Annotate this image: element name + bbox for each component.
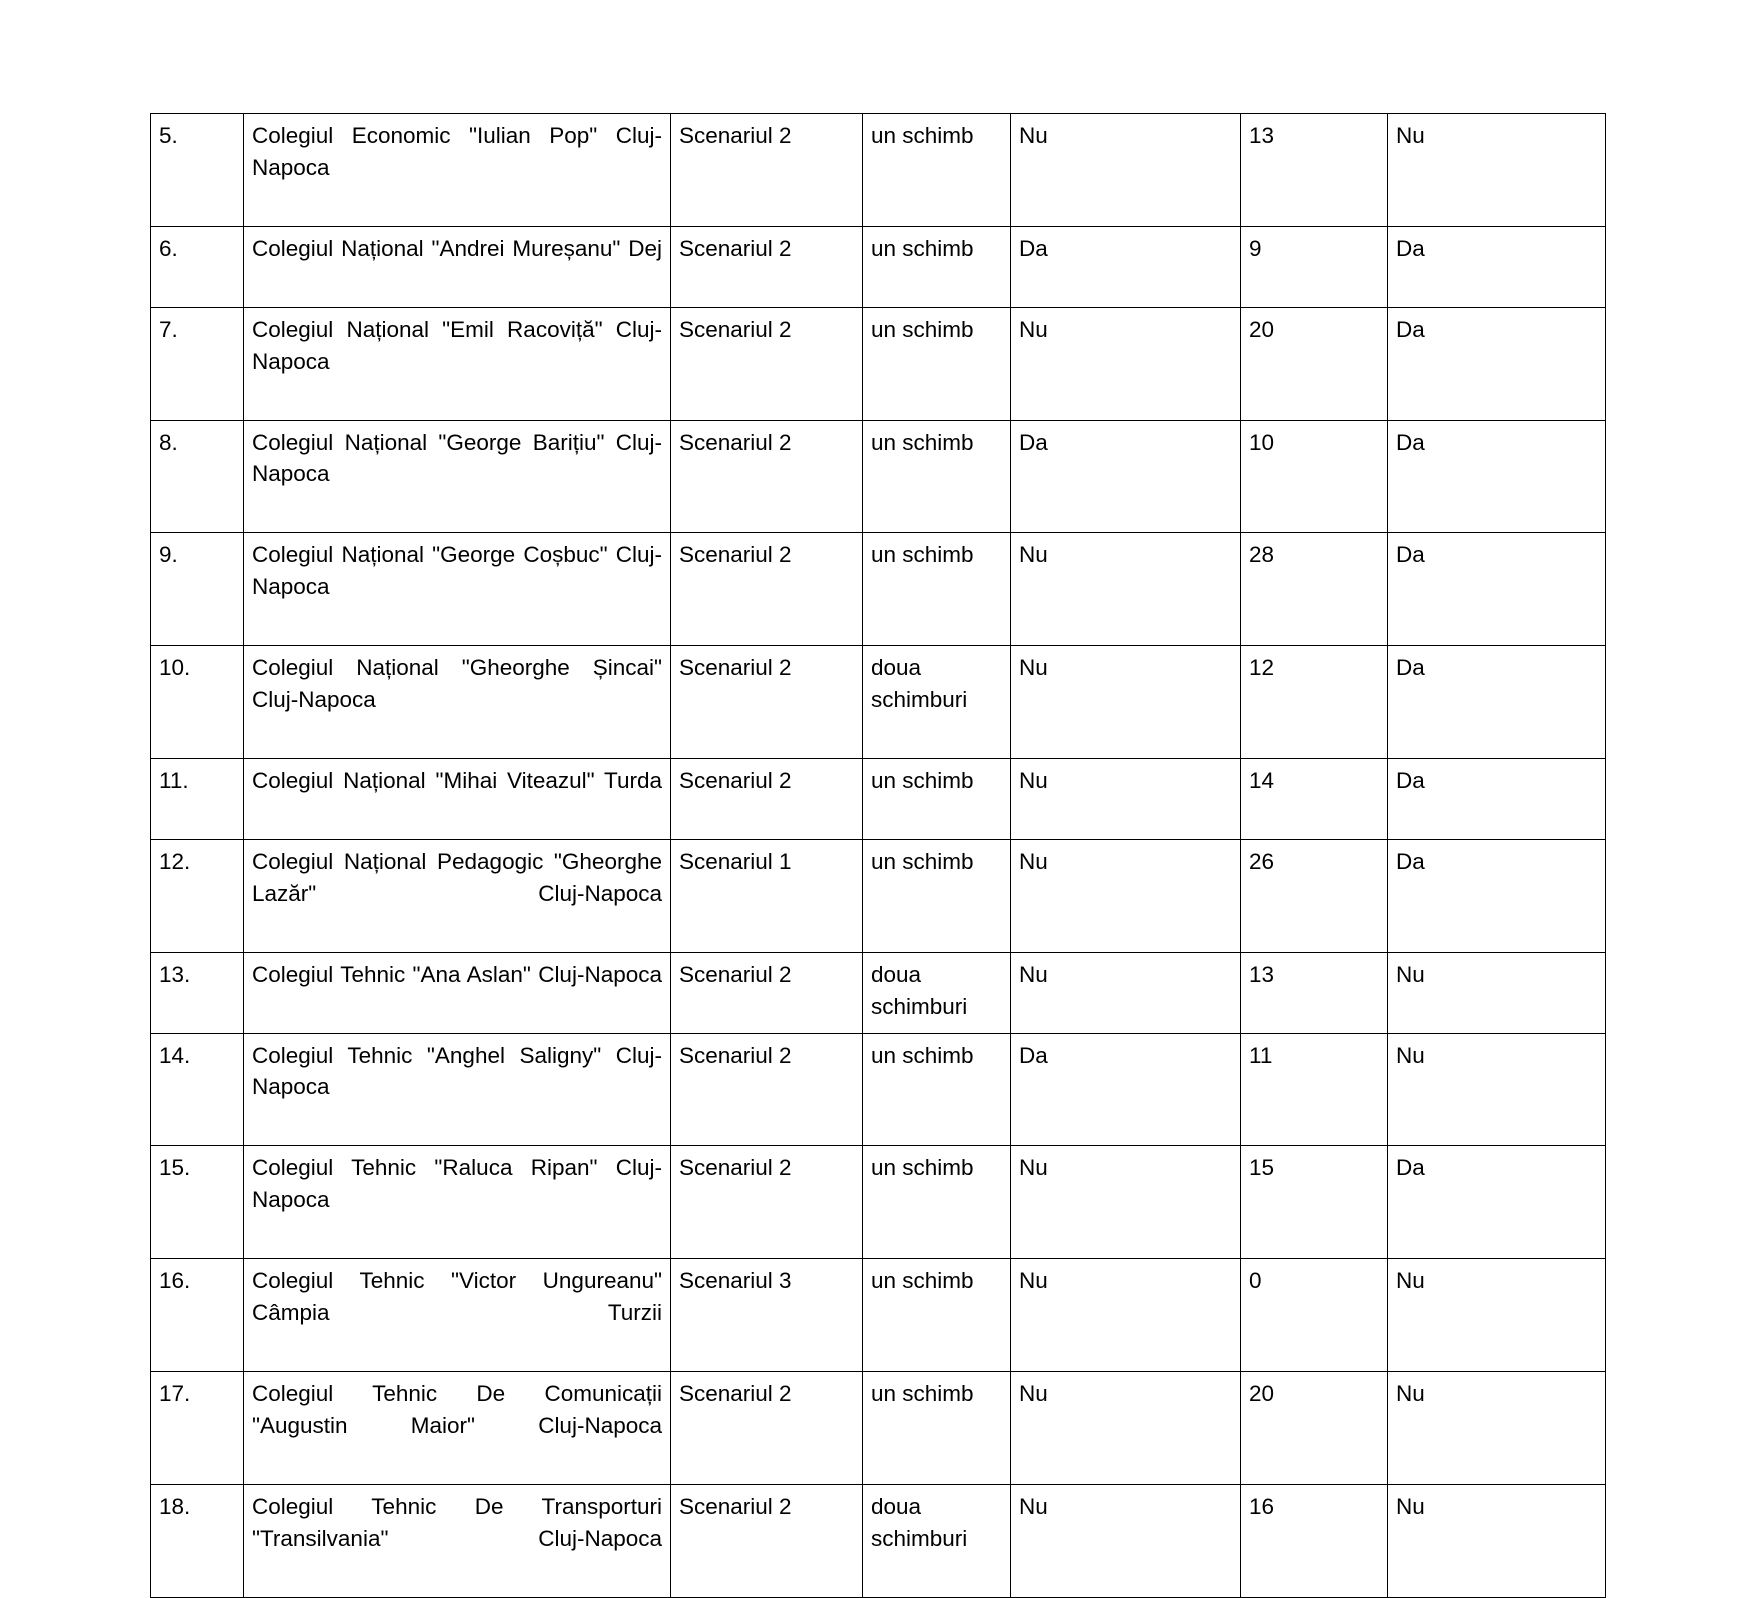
school-name-text: Colegiul Național "George Coșbuc" Cluj-Napoca xyxy=(252,542,662,600)
cell-scenario: Scenariul 2 xyxy=(671,307,863,420)
cell-shift: un schimb xyxy=(863,758,1011,839)
cell-row-number: 12. xyxy=(151,839,244,952)
cell-row-number: 9. xyxy=(151,533,244,646)
cell-scenario: Scenariul 2 xyxy=(671,1484,863,1597)
cell-shift: un schimb xyxy=(863,114,1011,227)
cell-row-number: 10. xyxy=(151,646,244,759)
school-name-text: Colegiul Național "Mihai Viteazul" Turda xyxy=(252,767,662,793)
cell-flag-2: Nu xyxy=(1388,114,1606,227)
schools-table xyxy=(150,113,1606,1598)
cell-flag-2: Da xyxy=(1388,839,1606,952)
cell-scenario: Scenariul 2 xyxy=(671,1371,863,1484)
cell-school-name xyxy=(244,420,671,533)
cell-school-name xyxy=(244,1371,671,1484)
school-name-text: Colegiul Tehnic "Raluca Ripan" Cluj-Napoca xyxy=(252,1155,662,1213)
cell-school-name xyxy=(244,952,671,1033)
cell-flag-2: Da xyxy=(1388,307,1606,420)
cell-flag-1: Nu xyxy=(1011,307,1241,420)
cell-shift: doua schimburi xyxy=(863,646,1011,759)
school-name-text: Colegiul Economic "Iulian Pop" Cluj-Napoca xyxy=(252,123,662,180)
cell-shift: un schimb xyxy=(863,839,1011,952)
cell-flag-2: Da xyxy=(1388,646,1606,759)
cell-count: 10 xyxy=(1241,420,1388,533)
school-name-text: Colegiul Tehnic "Victor Ungureanu" Câmpia Turzii xyxy=(252,1268,662,1326)
table-row xyxy=(151,307,1606,420)
school-name-text: Colegiul Național Pedagogic "Gheorghe Lazăr" Cluj-Napoca xyxy=(252,848,662,906)
cell-flag-1: Nu xyxy=(1011,646,1241,759)
cell-flag-1: Da xyxy=(1011,1033,1241,1146)
cell-flag-1: Nu xyxy=(1011,952,1241,1033)
cell-count: 13 xyxy=(1241,114,1388,227)
cell-flag-2: Da xyxy=(1388,420,1606,533)
cell-flag-1: Nu xyxy=(1011,839,1241,952)
cell-scenario: Scenariul 1 xyxy=(671,839,863,952)
cell-row-number: 18. xyxy=(151,1484,244,1597)
cell-count: 13 xyxy=(1241,952,1388,1033)
cell-flag-1: Nu xyxy=(1011,114,1241,227)
table-row xyxy=(151,952,1606,1033)
school-name-text: Colegiul Tehnic De Comunicații "Augustin Maior" Cluj-Napoca xyxy=(252,1380,662,1438)
cell-scenario: Scenariul 2 xyxy=(671,533,863,646)
cell-scenario: Scenariul 2 xyxy=(671,758,863,839)
cell-school-name xyxy=(244,1033,671,1146)
cell-school-name xyxy=(244,226,671,307)
school-name-text: Colegiul Tehnic De Transporturi "Transilvania" Cluj-Napoca xyxy=(252,1493,662,1551)
cell-scenario: Scenariul 2 xyxy=(671,952,863,1033)
cell-school-name xyxy=(244,307,671,420)
cell-count: 16 xyxy=(1241,1484,1388,1597)
cell-school-name xyxy=(244,1484,671,1597)
cell-row-number: 6. xyxy=(151,226,244,307)
table-row xyxy=(151,758,1606,839)
cell-row-number: 8. xyxy=(151,420,244,533)
cell-count: 26 xyxy=(1241,839,1388,952)
school-name-text: Colegiul Național "George Barițiu" Cluj-Napoca xyxy=(252,429,662,487)
cell-shift: un schimb xyxy=(863,307,1011,420)
cell-count: 15 xyxy=(1241,1146,1388,1259)
cell-flag-2: Nu xyxy=(1388,1259,1606,1372)
cell-scenario: Scenariul 2 xyxy=(671,420,863,533)
cell-row-number: 17. xyxy=(151,1371,244,1484)
table-row xyxy=(151,114,1606,227)
cell-scenario: Scenariul 2 xyxy=(671,1146,863,1259)
cell-flag-1: Nu xyxy=(1011,1371,1241,1484)
cell-shift: doua schimburi xyxy=(863,952,1011,1033)
table-row xyxy=(151,1484,1606,1597)
cell-flag-2: Nu xyxy=(1388,952,1606,1033)
cell-school-name xyxy=(244,1259,671,1372)
cell-flag-2: Da xyxy=(1388,226,1606,307)
cell-row-number: 14. xyxy=(151,1033,244,1146)
cell-flag-1: Da xyxy=(1011,420,1241,533)
cell-flag-1: Da xyxy=(1011,226,1241,307)
school-name-text: Colegiul Național "Andrei Mureșanu" Dej xyxy=(252,235,662,261)
cell-count: 20 xyxy=(1241,1371,1388,1484)
table-row xyxy=(151,226,1606,307)
cell-count: 14 xyxy=(1241,758,1388,839)
cell-scenario: Scenariul 3 xyxy=(671,1259,863,1372)
cell-row-number: 11. xyxy=(151,758,244,839)
table-row xyxy=(151,420,1606,533)
cell-row-number: 7. xyxy=(151,307,244,420)
cell-school-name xyxy=(244,533,671,646)
table-row xyxy=(151,646,1606,759)
cell-count: 9 xyxy=(1241,226,1388,307)
cell-count: 20 xyxy=(1241,307,1388,420)
cell-shift: doua schimburi xyxy=(863,1484,1011,1597)
cell-flag-1: Nu xyxy=(1011,1484,1241,1597)
cell-school-name xyxy=(244,839,671,952)
cell-scenario: Scenariul 2 xyxy=(671,646,863,759)
cell-row-number: 13. xyxy=(151,952,244,1033)
table-row xyxy=(151,839,1606,952)
cell-row-number: 16. xyxy=(151,1259,244,1372)
cell-shift: un schimb xyxy=(863,420,1011,533)
cell-count: 12 xyxy=(1241,646,1388,759)
cell-flag-2: Nu xyxy=(1388,1371,1606,1484)
cell-flag-2: Da xyxy=(1388,1146,1606,1259)
cell-scenario: Scenariul 2 xyxy=(671,226,863,307)
table-row xyxy=(151,1259,1606,1372)
cell-flag-2: Da xyxy=(1388,758,1606,839)
cell-count: 28 xyxy=(1241,533,1388,646)
cell-shift: un schimb xyxy=(863,226,1011,307)
table-row xyxy=(151,1146,1606,1259)
school-name-text: Colegiul Național "Emil Racoviță" Cluj-Napoca xyxy=(252,316,662,374)
cell-shift: un schimb xyxy=(863,1146,1011,1259)
cell-school-name xyxy=(244,1146,671,1259)
cell-flag-1: Nu xyxy=(1011,533,1241,646)
cell-school-name xyxy=(244,114,671,227)
cell-school-name xyxy=(244,646,671,759)
cell-count: 0 xyxy=(1241,1259,1388,1372)
cell-flag-1: Nu xyxy=(1011,1259,1241,1372)
school-name-text: Colegiul Tehnic "Anghel Saligny" Cluj-Napoca xyxy=(252,1042,662,1100)
table-row xyxy=(151,1033,1606,1146)
cell-row-number: 15. xyxy=(151,1146,244,1259)
cell-shift: un schimb xyxy=(863,1259,1011,1372)
cell-shift: un schimb xyxy=(863,1371,1011,1484)
cell-flag-2: Nu xyxy=(1388,1484,1606,1597)
school-name-text: Colegiul Tehnic "Ana Aslan" Cluj-Napoca xyxy=(252,961,662,987)
cell-flag-2: Da xyxy=(1388,533,1606,646)
cell-count: 11 xyxy=(1241,1033,1388,1146)
schools-table-body xyxy=(151,114,1606,1598)
cell-flag-2: Nu xyxy=(1388,1033,1606,1146)
cell-flag-1: Nu xyxy=(1011,758,1241,839)
table-row xyxy=(151,533,1606,646)
cell-school-name xyxy=(244,758,671,839)
school-name-text: Colegiul Național "Gheorghe Șincai" Cluj-Napoca xyxy=(252,655,662,713)
cell-scenario: Scenariul 2 xyxy=(671,114,863,227)
table-row xyxy=(151,1371,1606,1484)
cell-shift: un schimb xyxy=(863,533,1011,646)
cell-row-number: 5. xyxy=(151,114,244,227)
cell-flag-1: Nu xyxy=(1011,1146,1241,1259)
cell-shift: un schimb xyxy=(863,1033,1011,1146)
cell-scenario: Scenariul 2 xyxy=(671,1033,863,1146)
